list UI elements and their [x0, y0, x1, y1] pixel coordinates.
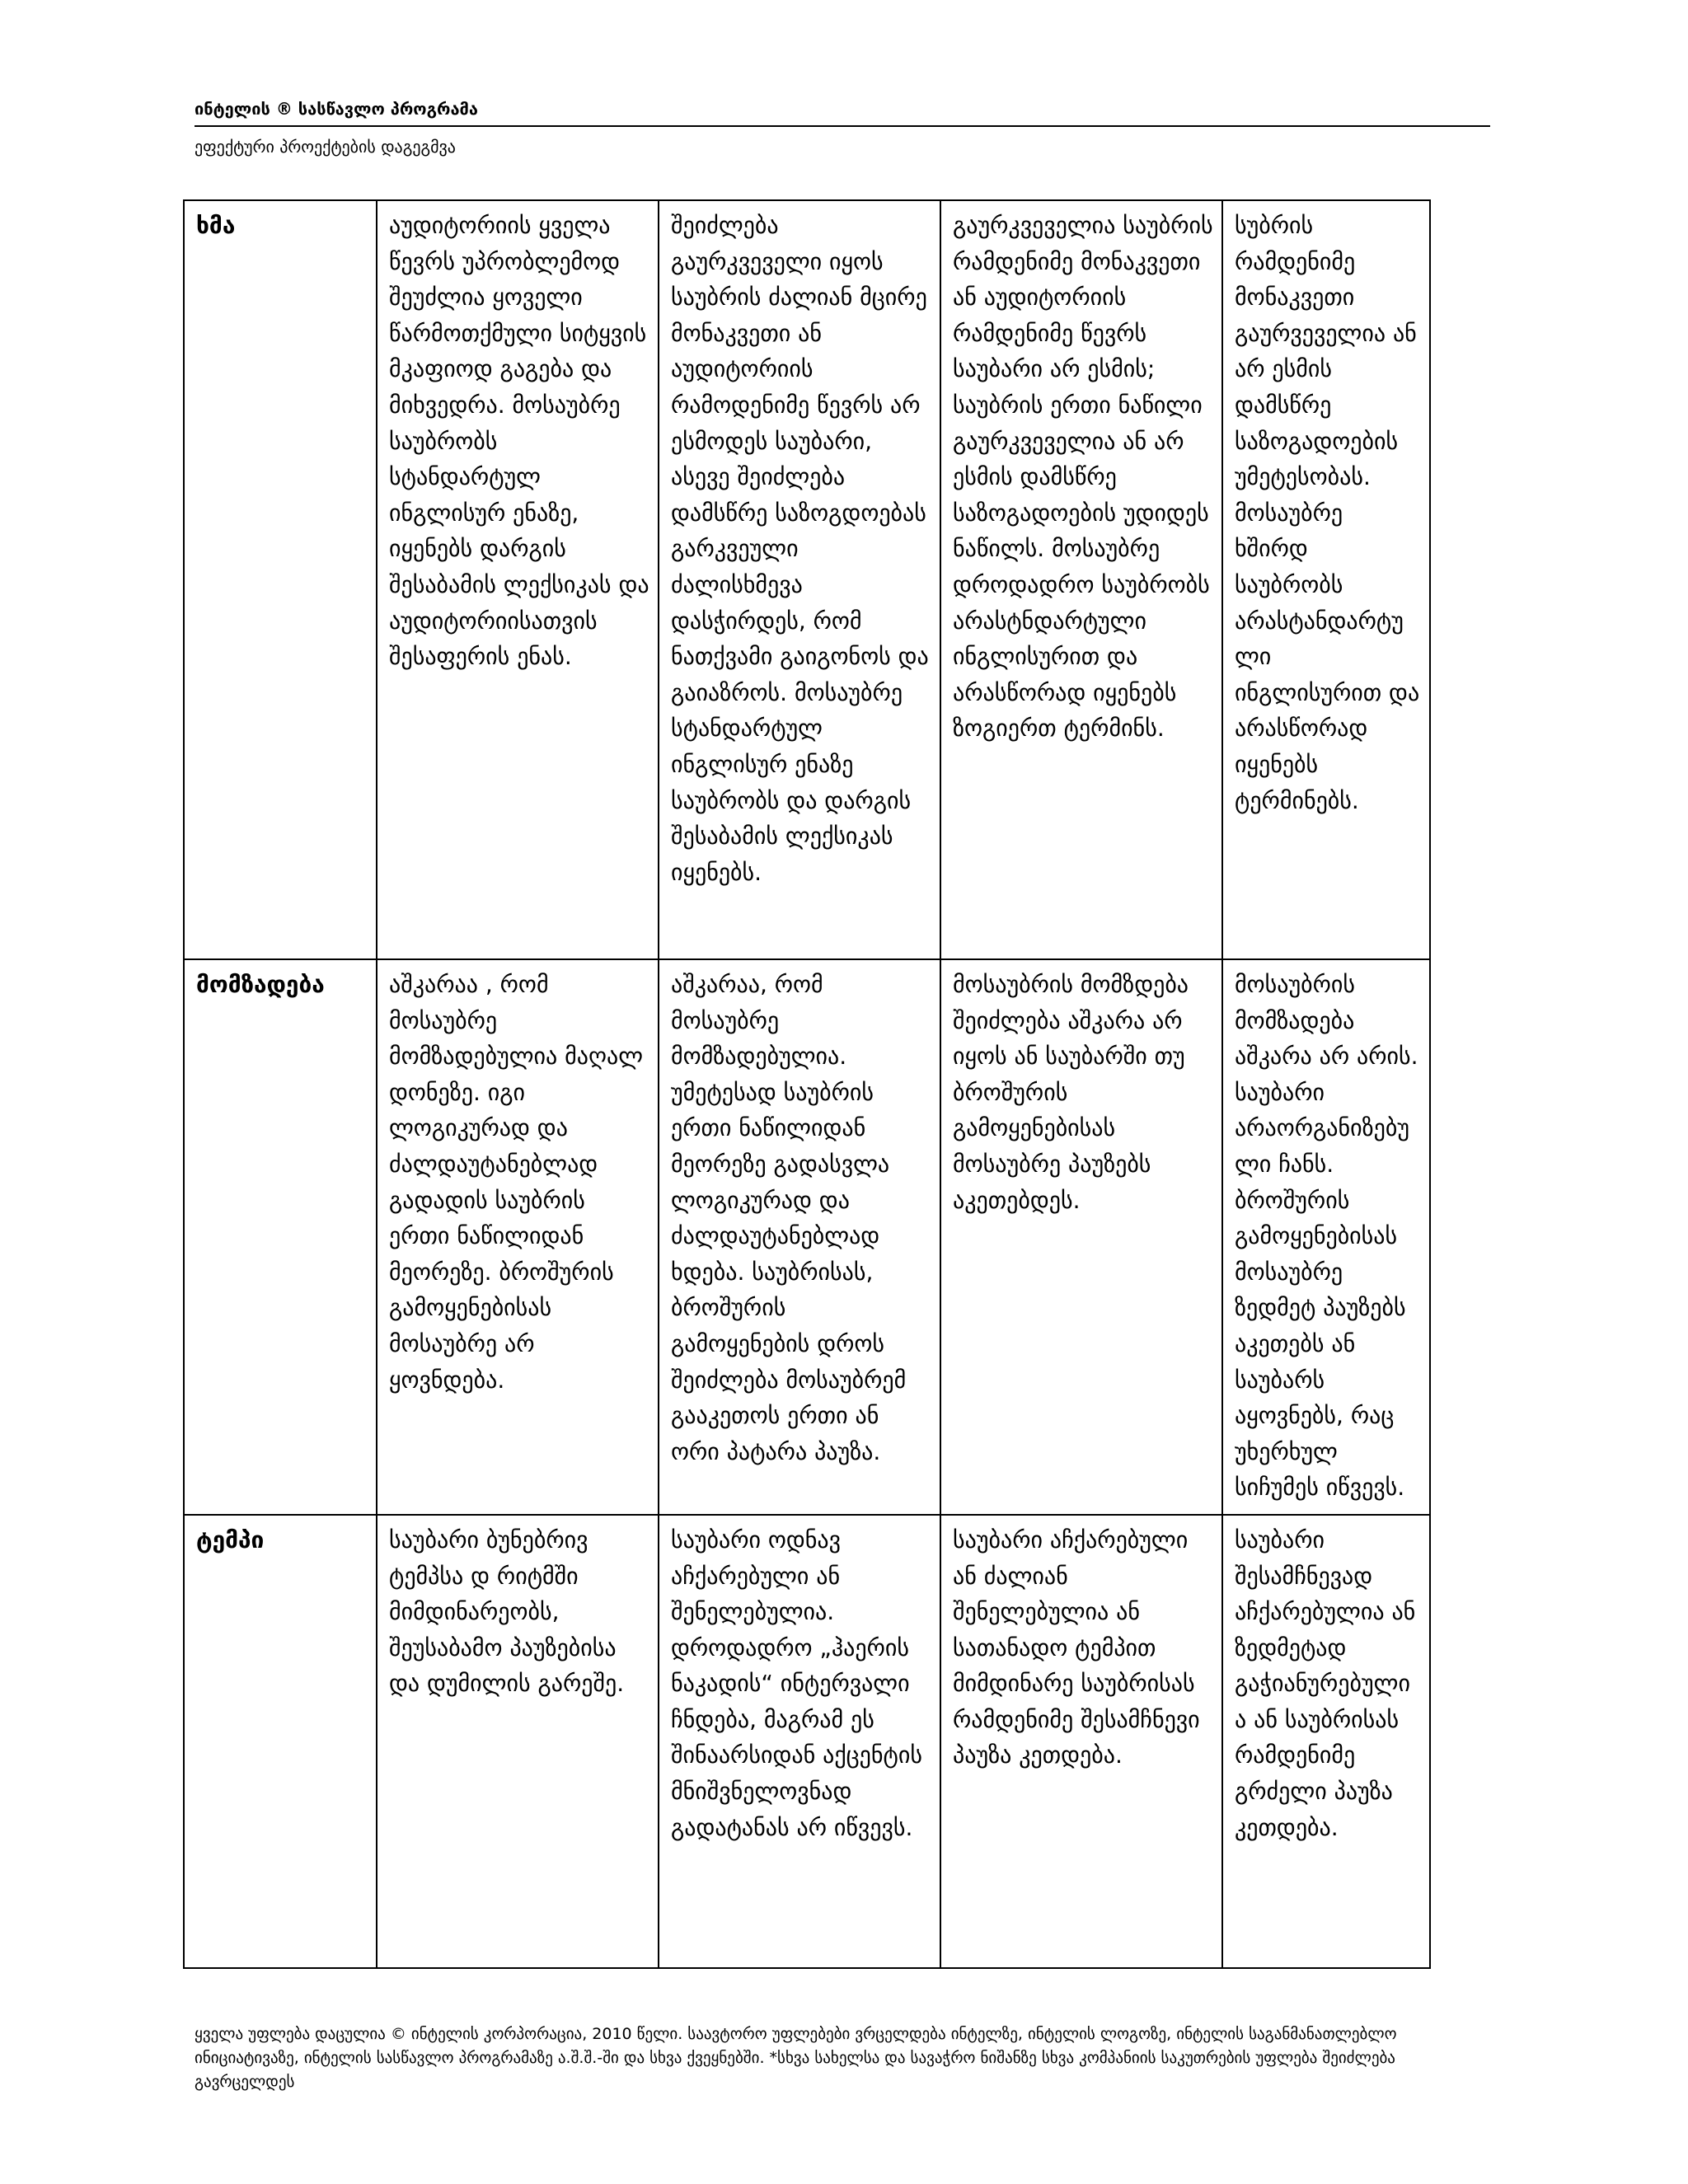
page-header [195, 97, 1490, 158]
table-row [184, 200, 1430, 959]
level-cell: მოსაუბრის მომზადება აშკარა არ არის. საუბარი არაორგანიზებული ჩანს. ბროშურის გამოყენებისას მოსაუბრე ზედმეტ პაუზებს აკეთებს ან საუბარს აყოვნებს, რაც უხერხულ სიჩუმეს იწვევს. [1222, 959, 1430, 1515]
criterion-cell: ხმა [184, 200, 377, 959]
level-cell: საუბარი ოდნავ აჩქარებული ან შენელებულია. დროდადრო „ჰაერის ნაკადის“ ინტერვალი ჩნდება, მაგრამ ეს შინაარსიდან აქცენტის მნიშვნელოვნად გადატანას არ იწვევს. [659, 1515, 940, 1968]
table-row [184, 1515, 1430, 1968]
level-cell: შეიძლება გაურკვეველი იყოს საუბრის ძალიან მცირე მონაკვეთი ან აუდიტორიის რამოდენიმე წევრს არ ესმოდეს საუბარი, ასევე შეიძლება დამსწრე საზოგდოებას გარკვეული ძალისხმევა დასჭირდეს, რომ ნათქვამი გაიგონოს და გაიაზროს. მოსაუბრე სტანდარტულ ინგლისურ ენაზე საუბრობს და დარგის შესაბამის ლექსიკას იყენებს. [659, 200, 940, 959]
level-cell: საუბარი ბუნებრივ ტემპსა დ რიტმში მიმდინარეობს, შეუსაბამო პაუზებისა და დუმილის გარეშე. [377, 1515, 659, 1968]
level-cell: სუბრის რამდენიმე მონაკვეთი გაურვეველია ან არ ესმის დამსწრე საზოგადოების უმეტესობას. მოსაუბრე ხშირდ საუბრობს არასტანდარტული ინგლისურით და არასწორად იყენებს ტერმინებს. [1222, 200, 1430, 959]
rubric-table [183, 199, 1431, 1969]
level-cell: გაურკვეველია საუბრის რამდენიმე მონაკვეთი ან აუდიტორიის რამდენიმე წევრს საუბარი არ ესმის; საუბრის ერთი ნაწილი გაურკვეველია ან არ ესმის დამსწრე საზოგადოების უდიდეს ნაწილს. მოსაუბრე დროდადრო საუბრობს არასტნდარტული ინგლისურით და არასწორად იყენებს ზოგიერთ ტერმინს. [940, 200, 1222, 959]
level-cell: საუბარი შესამჩნევად აჩქარებულია ან ზედმეტად გაჭიანურებულია ან საუბრისას რამდენიმე გრძელი პაუზა კეთდება. [1222, 1515, 1430, 1968]
criterion-cell: მომზადება [184, 959, 377, 1515]
document-subtitle: ეფექტური პროექტების დაგეგმვა [195, 137, 456, 157]
level-cell: საუბარი აჩქარებული ან ძალიან შენელებულია ან სათანადო ტემპით მიმდინარე საუბრისას რამდენიმე შესამჩნევი პაუზა კეთდება. [940, 1515, 1222, 1968]
program-title: ინტელის ® სასწავლო პროგრამა [195, 99, 478, 119]
criterion-cell: ტემპი [184, 1515, 377, 1968]
level-cell: აშკარაა, რომ მოსაუბრე მომზადებულია. უმეტესად საუბრის ერთი ნაწილიდან მეორეზე გადასვლა ლოგიკურად და ძალდაუტანებლად ხდება. საუბრისას, ბროშურის გამოყენების დროს შეიძლება მოსაუბრემ გააკეთოს ერთი ან ორი პატარა პაუზა. [659, 959, 940, 1515]
header-rule [195, 125, 1490, 127]
copyright-footer: ყველა უფლება დაცულია © ინტელის კორპორაცია, 2010 წელი. საავტორო უფლებები ვრცელდება ინტელზე, ინტელის ლოგოზე, ინტელის საგანმანათლებლო ინიციატივაზე, ინტელის სასწავლო პროგრამაზე ა.შ.შ.-ში და სხვა ქვეყნებში. *სხვა სახელსა და სავაჭრო ნიშანზე სხვა კომპანიის საკუთრების უფლება შეიძლება გავრცელდეს [195, 2025, 1397, 2091]
level-cell: აშკარაა , რომ მოსაუბრე მომზადებულია მაღალ დონეზე. იგი ლოგიკურად და ძალდაუტანებლად გადადის საუბრის ერთი ნაწილიდან მეორეზე. ბროშურის გამოყენებისას მოსაუბრე არ ყოვნდება. [377, 959, 659, 1515]
table-row [184, 959, 1430, 1515]
level-cell: მოსაუბრის მომზდება შეიძლება აშკარა არ იყოს ან საუბარში თუ ბროშურის გამოყენებისას მოსაუბრე პაუზებს აკეთებდეს. [940, 959, 1222, 1515]
level-cell: აუდიტორიის ყველა წევრს უპრობლემოდ შეუძლია ყოველი წარმოთქმული სიტყვის მკაფიოდ გაგება და მიხვედრა. მოსაუბრე საუბრობს სტანდარტულ ინგლისურ ენაზე, იყენებს დარგის შესაბამის ლექსიკას და აუდიტორიისათვის შესაფერის ენას. [377, 200, 659, 959]
